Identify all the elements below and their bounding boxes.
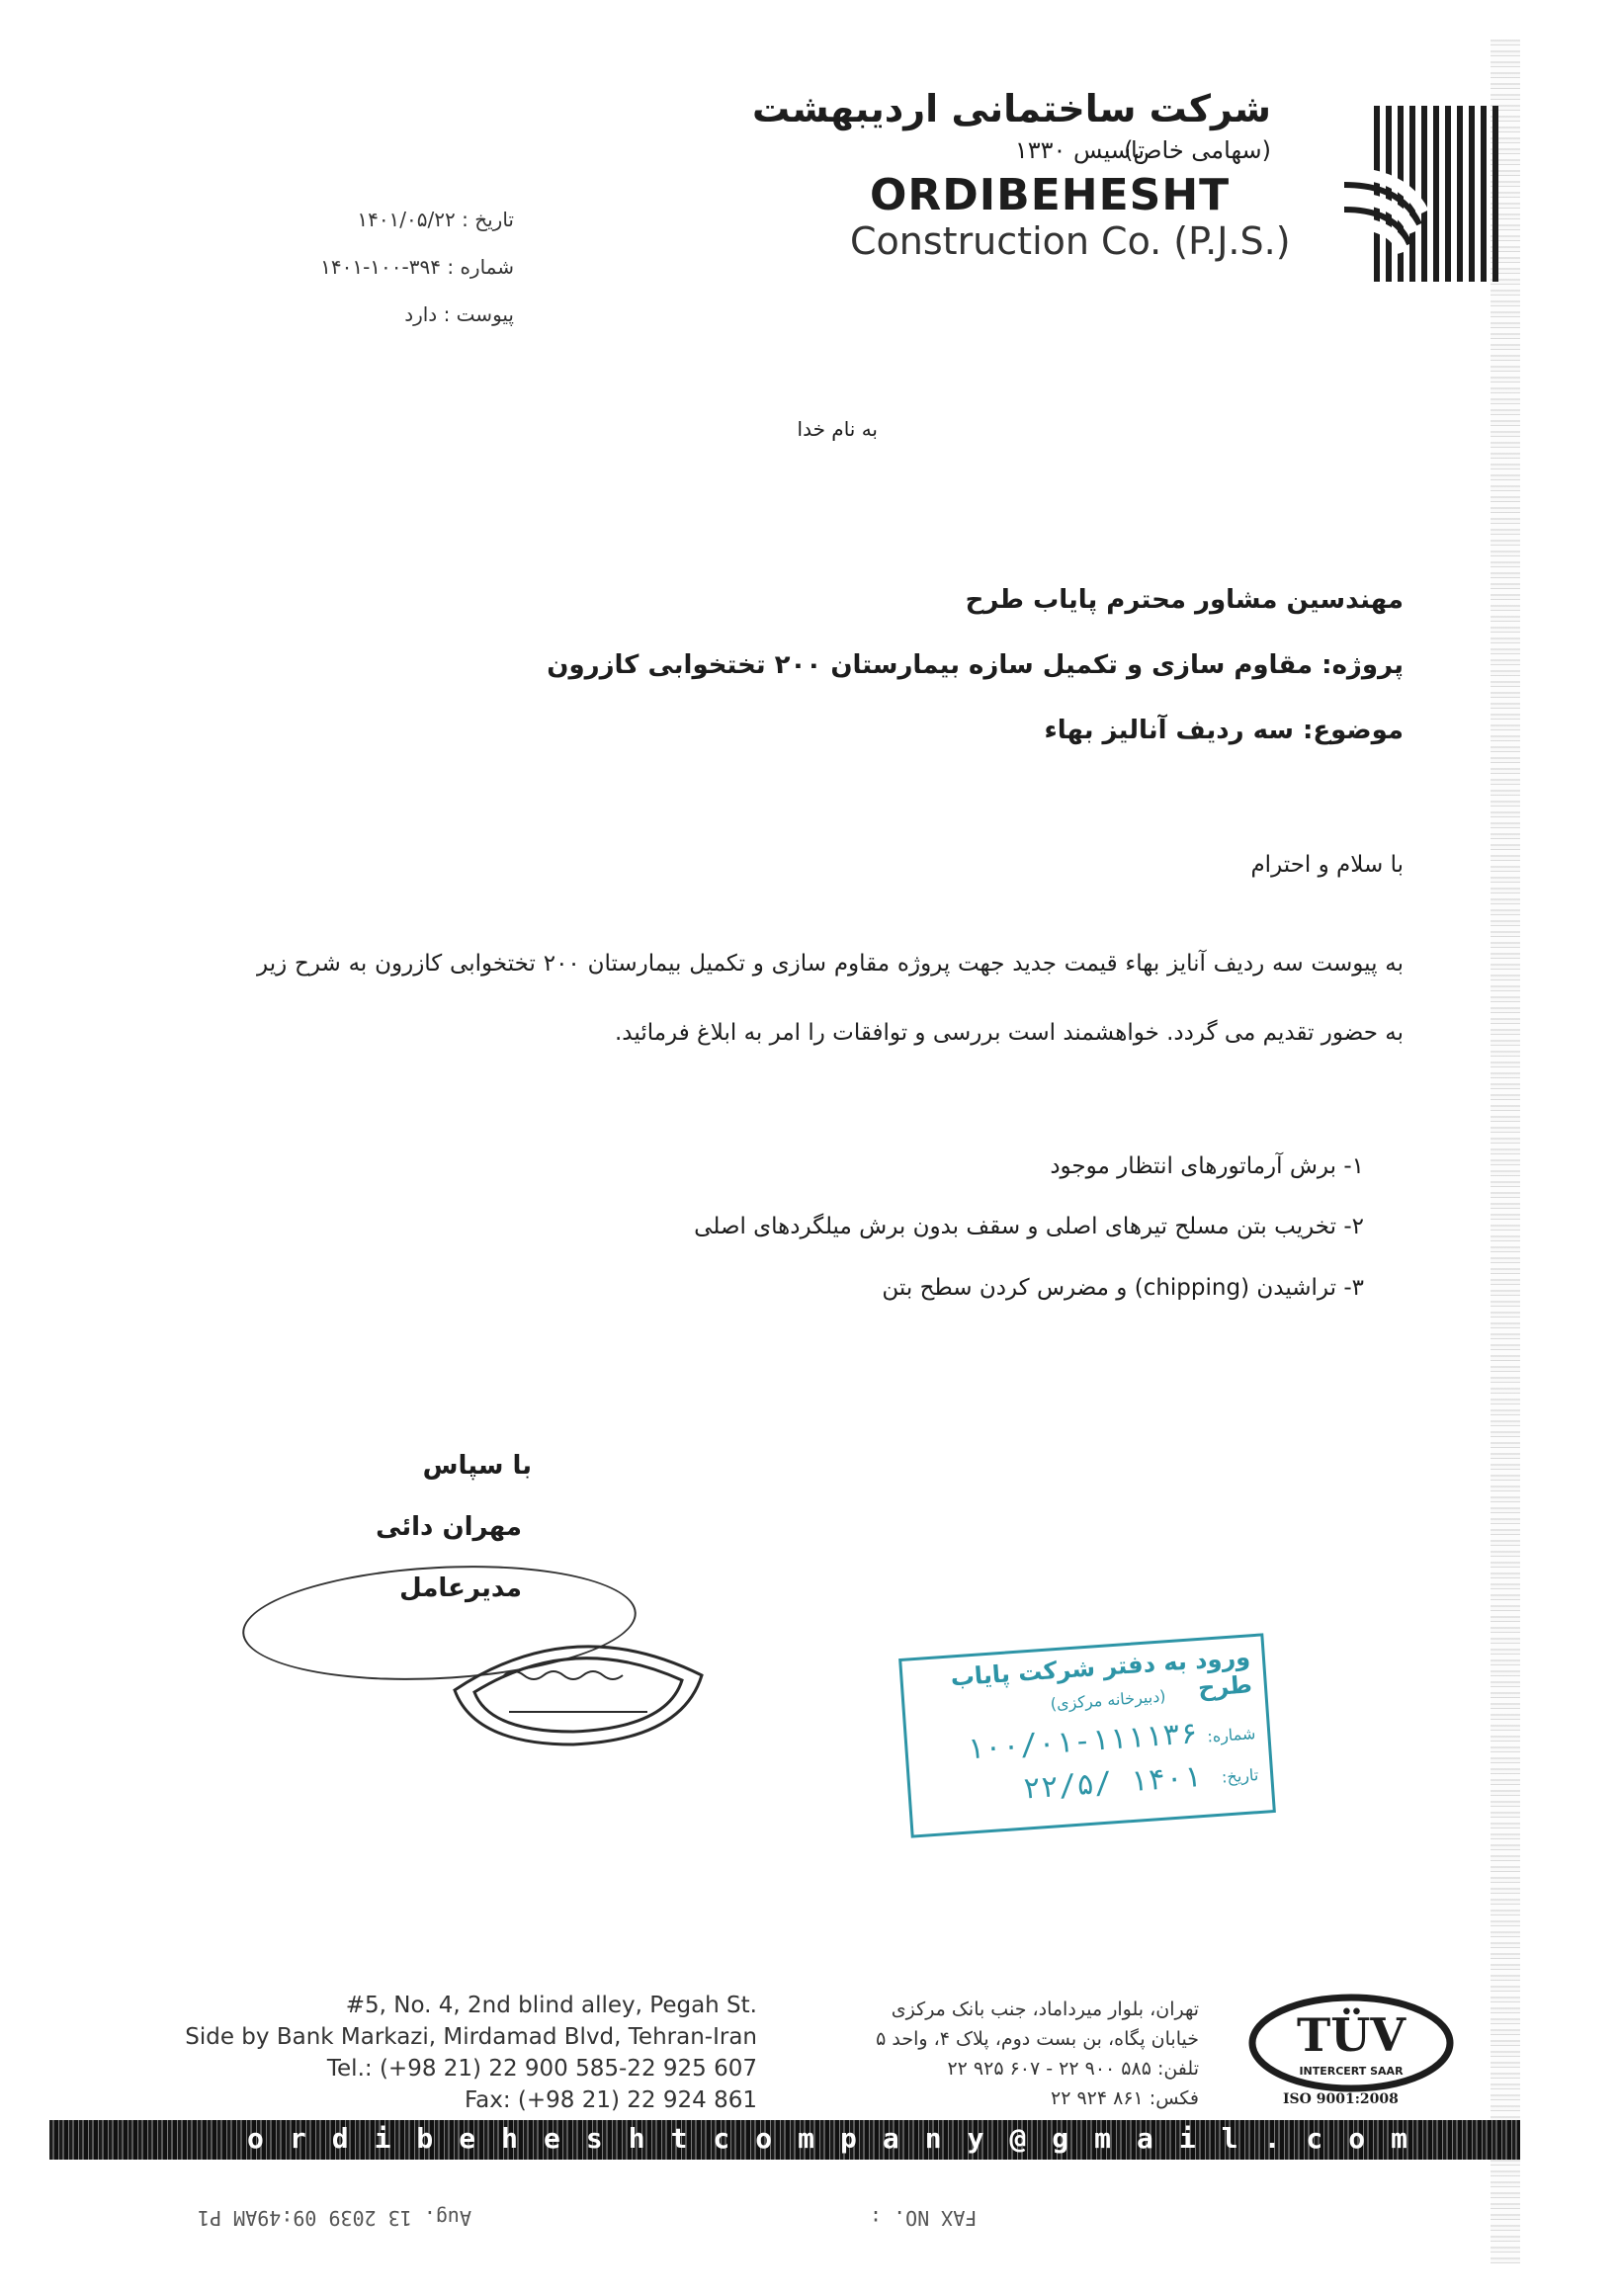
greeting: با سلام و احترام bbox=[1250, 852, 1404, 878]
phone-fa: تلفن: ۵۸۵ ۹۰۰ ۲۲ - ۶۰۷ ۹۲۵ ۲۲ bbox=[947, 2058, 1199, 2080]
address-fa-line: خیابان پگاه، بن بست دوم، پلاک ۴، واحد ۵ bbox=[876, 2028, 1199, 2050]
fax-timestamp: Aug. 13 2039 09:49AM P1 bbox=[198, 2206, 471, 2230]
iso-certification: ISO 9001:2008 bbox=[1283, 2091, 1399, 2107]
phone-en: Tel.: (+98 21) 22 900 585-22 925 607 bbox=[326, 2056, 757, 2082]
basmala: به نام خدا bbox=[797, 417, 878, 441]
scan-edge-noise bbox=[1491, 40, 1520, 2263]
tuv-sub-text: INTERCERT SAAR bbox=[1299, 2065, 1404, 2078]
stamp-title: ورود به دفتر شرکت پایاب طرح bbox=[949, 1643, 1253, 1703]
subject-line: موضوع: سه ردیف آنالیز بهاء bbox=[1044, 716, 1404, 745]
company-type-fa: (سهامی خاص) bbox=[1124, 136, 1271, 164]
stamp-subtitle: (دبیرخانه مرکزی) bbox=[1050, 1686, 1167, 1714]
fax-fa: فکس: ۸۶۱ ۹۲۴ ۲۲ bbox=[1050, 2087, 1199, 2109]
project-line: پروژه: مقاوم سازی و تکمیل سازه بیمارستان ۲۰۰ تختخوابی کازرون bbox=[547, 650, 1404, 680]
signature-thanks: با سپاس bbox=[422, 1451, 532, 1481]
company-logo bbox=[1344, 104, 1502, 282]
entry-registration-stamp bbox=[898, 1633, 1276, 1837]
fax-en: Fax: (+98 21) 22 924 861 bbox=[465, 2087, 757, 2113]
list-item: ۳- تراشیدن (chipping) و مضرس کردن سطح بتن bbox=[882, 1275, 1364, 1301]
tuv-certification-logo bbox=[1247, 1992, 1455, 2095]
letter-attachment: پیوست : دارد bbox=[404, 302, 514, 326]
company-seal-stamp bbox=[435, 1621, 722, 1749]
stamp-date-value: ۲۲/۵/ ۱۴۰۱ bbox=[1021, 1759, 1203, 1807]
stamp-number-value: ۱۰۰/۰۱-۱۱۱۱۳۶ bbox=[965, 1716, 1200, 1767]
stamp-date-label: تاریخ: bbox=[1221, 1765, 1259, 1787]
company-founded-fa: تاسیس ۱۳۳۰ bbox=[1014, 136, 1145, 164]
company-name-en-sub: Construction Co. (P.J.S.) bbox=[850, 219, 1291, 263]
company-name-fa: شرکت ساختمانی اردیبهشت bbox=[752, 87, 1271, 130]
list-item: ۲- تخریب بتن مسلح تیرهای اصلی و سقف بدون برش میلگردهای اصلی bbox=[694, 1214, 1364, 1239]
letter-number: شماره : ۳۹۴-۱۰۰-۱۴۰۱ bbox=[320, 255, 514, 279]
signatory-title: مدیرعامل bbox=[399, 1573, 522, 1603]
letter-date: تاریخ : ۱۴۰۱/۰۵/۲۲ bbox=[357, 208, 514, 231]
address-en-line: Side by Bank Markazi, Mirdamad Blvd, Tehran-Iran bbox=[185, 2024, 757, 2050]
tuv-brand-text: TÜV bbox=[1296, 2008, 1406, 2062]
stamp-number-label: شماره: bbox=[1206, 1724, 1256, 1746]
signatory-name: مهران دائی bbox=[376, 1512, 522, 1542]
company-name-en: ORDIBEHESHT bbox=[870, 170, 1231, 220]
recipient: مهندسین مشاور محترم پایاب طرح bbox=[965, 585, 1404, 615]
address-fa-line: تهران، بلوار میرداماد، جنب بانک مرکزی bbox=[891, 1998, 1199, 2020]
address-en-line: #5, No. 4, 2nd blind alley, Pegah St. bbox=[345, 1993, 757, 2018]
fax-number-label: FAX NO. : bbox=[870, 2206, 978, 2230]
list-item: ۱- برش آرماتورهای انتظار موجود bbox=[1050, 1153, 1364, 1179]
email-address: ordibeheshtcompany@gmail.com bbox=[247, 2122, 1434, 2155]
letter-body: به پیوست سه ردیف آنایز بهاء قیمت جدید جهت پروژه مقاوم سازی و تکمیل بیمارستان ۲۰۰ تختخوابی کازرون به شرح زیر به حضور تقدیم می گردد. خواهشمند است بررسی و توافقات را امر به ابلاغ فرمائید. bbox=[257, 951, 1405, 1046]
